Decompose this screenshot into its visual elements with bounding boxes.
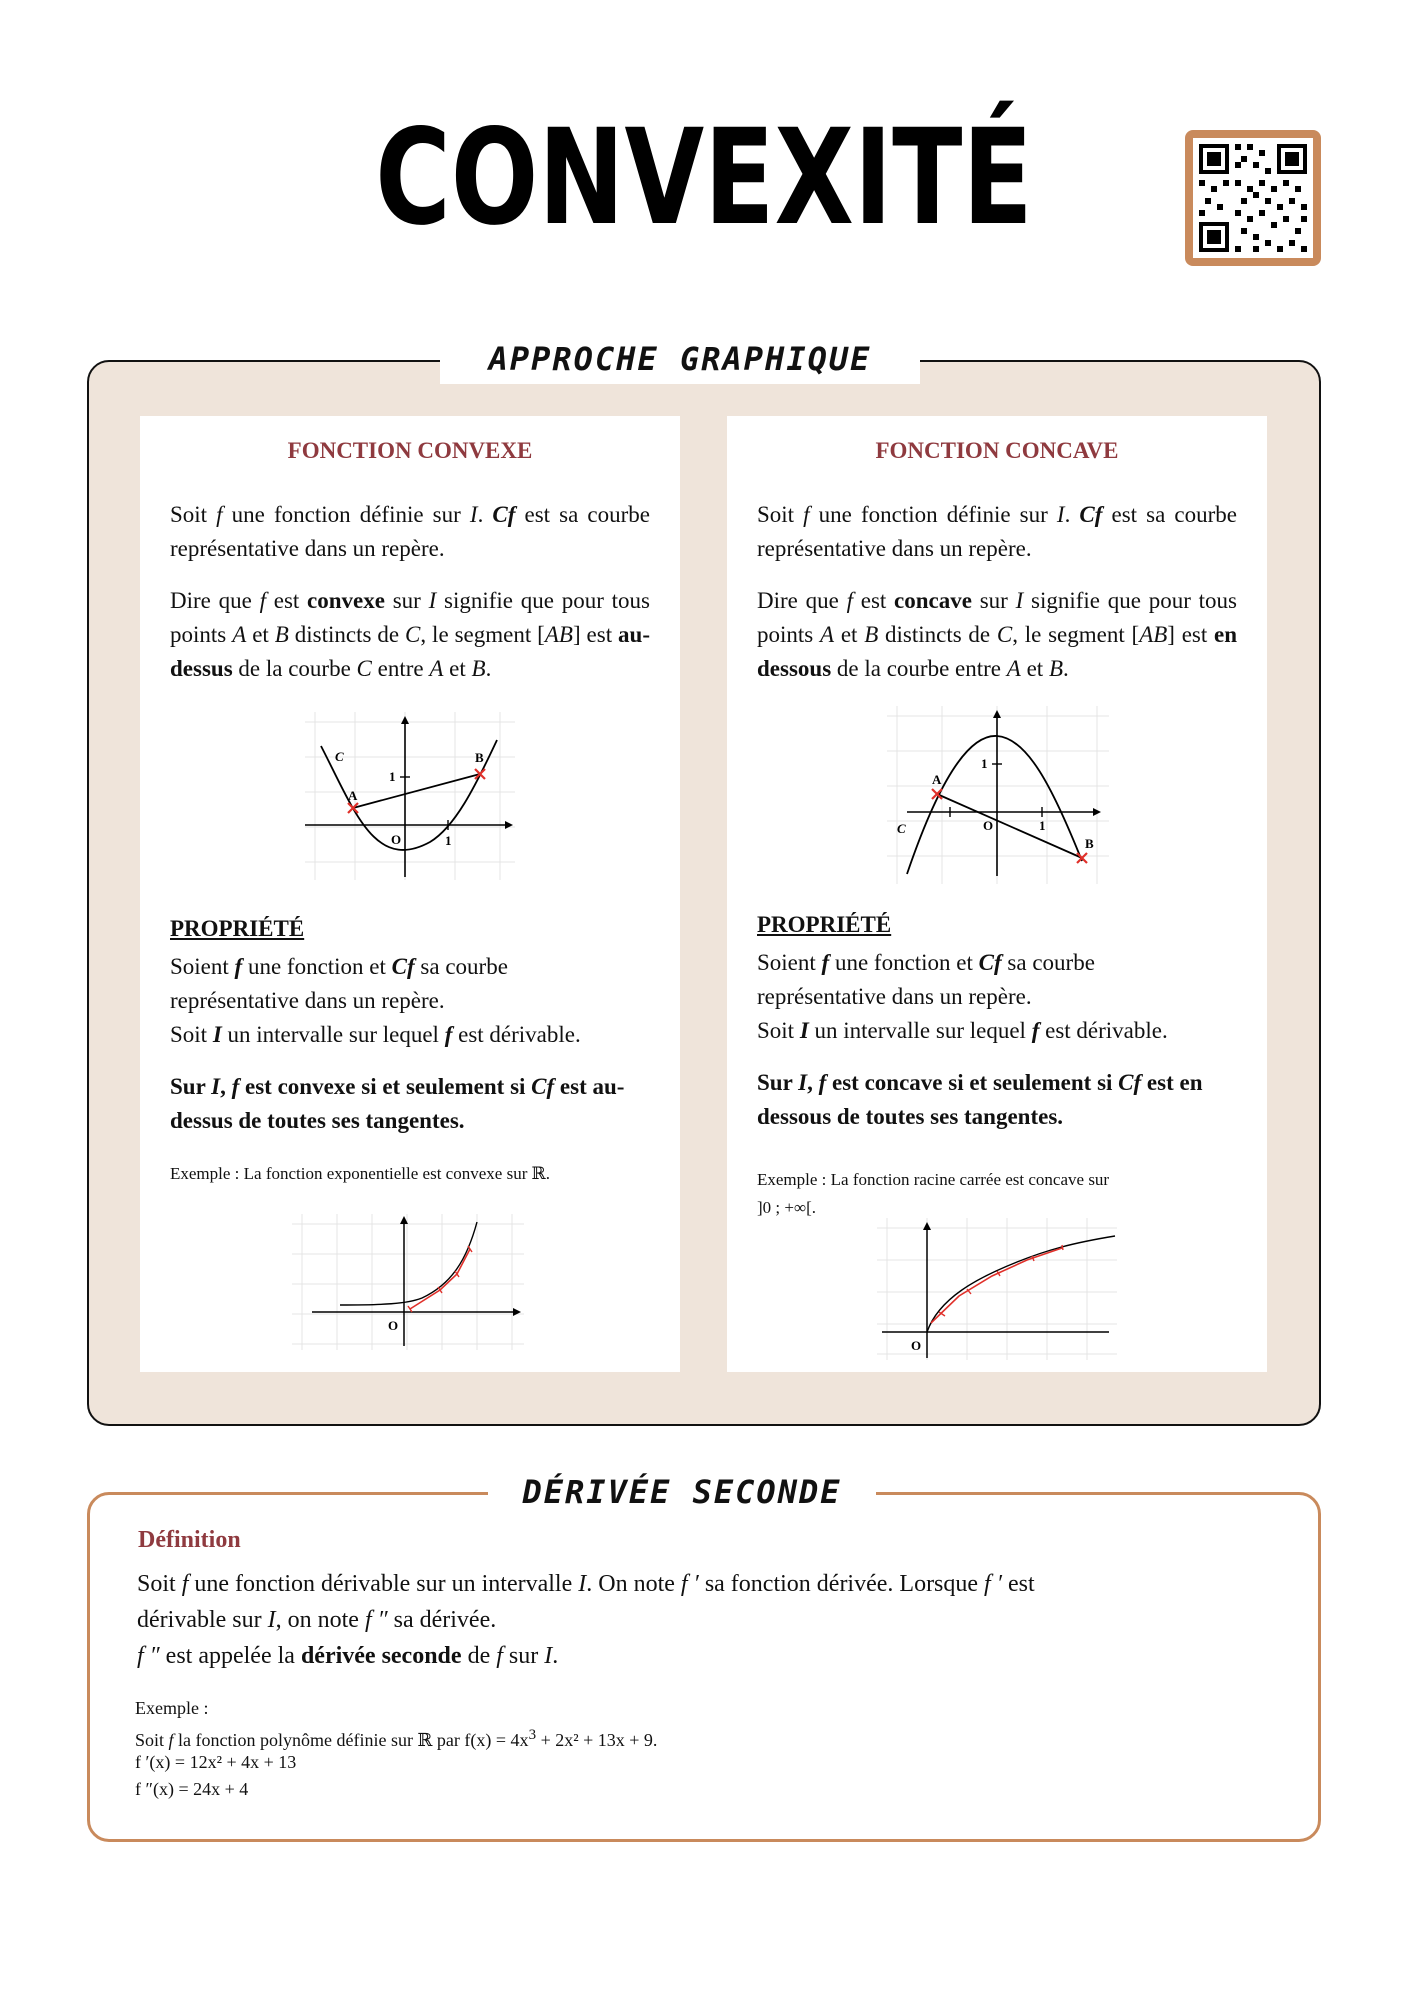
example-line-3: f ″(x) = 24x + 4	[135, 1779, 249, 1799]
label-one-y-concave: 1	[981, 756, 988, 771]
concave-property-title: PROPRIÉTÉ	[757, 912, 892, 937]
section-heading-second-derivative: DÉRIVÉE SECONDE	[488, 1467, 876, 1517]
concave-intro: Soit f une fonction définie sur I. Cf est sa courbe représentative dans un repère.	[757, 502, 1238, 561]
concave-rule: Sur I, f est concave si et seulement si Cf est en dessous de toutes ses tangentes.	[757, 1070, 1203, 1129]
label-b-concave: B	[1085, 836, 1094, 851]
convex-rule: Sur I, f est convexe si et seulement si Cf est au-dessus de toutes ses tangentes.	[170, 1074, 625, 1133]
concave-title: FONCTION CONCAVE	[875, 438, 1119, 463]
example-line-2: f ′(x) = 12x² + 4x + 13	[135, 1752, 297, 1772]
definition-line-2: dérivable sur I, on note f ″ sa dérivée.	[137, 1607, 497, 1633]
label-o-sqrt: O	[911, 1338, 922, 1353]
convex-title: FONCTION CONVEXE	[287, 438, 533, 463]
label-one-x-concave: 1	[1039, 818, 1046, 833]
label-b: B	[475, 750, 484, 765]
definition-line-1: Soit f une fonction dérivable sur un intervalle I. On note f ′ sa fonction dérivée. Lorsque f ′ est	[137, 1571, 1035, 1597]
label-c: C	[335, 749, 344, 764]
label-o-concave: O	[983, 818, 994, 833]
qr-code-icon	[1193, 138, 1313, 258]
definition-line-3: f ″ est appelée la dérivée seconde de f sur I.	[137, 1643, 559, 1669]
concave-definition: Dire que f est concave sur I signifie que pour tous points A et B distincts de C, le segment [AB] est en dessous de la courbe entre A et B.	[757, 588, 1238, 681]
convex-property-text: Soient f une fonction et Cf sa courbe représentative dans un repère. Soit I un intervalle sur lequel f est dérivable.	[170, 954, 581, 1047]
concave-panel	[727, 416, 1267, 1372]
concave-curve	[907, 736, 1082, 874]
qr-code	[1185, 130, 1321, 266]
label-o: O	[391, 832, 402, 847]
convex-definition: Dire que f est convexe sur I signifie que pour tous points A et B distincts de C, le segment [AB] est au-dessus de la courbe C entre A et B.	[170, 588, 650, 681]
label-c-concave: C	[897, 821, 906, 836]
definition-title: Définition	[138, 1527, 241, 1553]
segment-ab-concave	[937, 794, 1082, 858]
example-title: Exemple :	[135, 1698, 209, 1718]
tangent-segments	[410, 1249, 470, 1309]
exponential-graph	[292, 1214, 524, 1350]
concave-graph	[887, 706, 1109, 884]
convex-graph	[305, 712, 515, 880]
concave-example: Exemple : La fonction racine carrée est concave sur ]0 ; +∞[.	[757, 1170, 1110, 1217]
exponential-curve	[340, 1222, 477, 1305]
convex-panel	[140, 416, 680, 1372]
section-heading-graphic: APPROCHE GRAPHIQUE	[440, 334, 920, 384]
label-a: A	[348, 788, 358, 803]
sqrt-graph	[877, 1218, 1117, 1360]
label-a-concave: A	[932, 772, 942, 787]
tangent-segments-sqrt	[931, 1248, 1062, 1323]
example-line-1: Soit f la fonction polynôme définie sur ℝ par $f(x) = 4x^3 + 2x^2 + 13x + 9$.	[135, 1727, 658, 1750]
label-one-y: 1	[389, 769, 396, 784]
convex-property-title: PROPRIÉTÉ	[170, 916, 305, 941]
segment-ab	[353, 774, 480, 808]
concave-property-text: Soient f une fonction et Cf sa courbe représentative dans un repère. Soit I un intervalle sur lequel f est dérivable.	[757, 950, 1168, 1043]
label-one-x: 1	[445, 833, 452, 848]
convex-intro: Soit f une fonction définie sur I. Cf est sa courbe représentative dans un repère.	[170, 502, 651, 561]
convex-example: Exemple : La fonction exponentielle est convexe sur ℝ.	[170, 1164, 550, 1183]
label-o-exp: O	[388, 1318, 399, 1333]
page-title: CONVEXITÉ	[375, 101, 1033, 255]
